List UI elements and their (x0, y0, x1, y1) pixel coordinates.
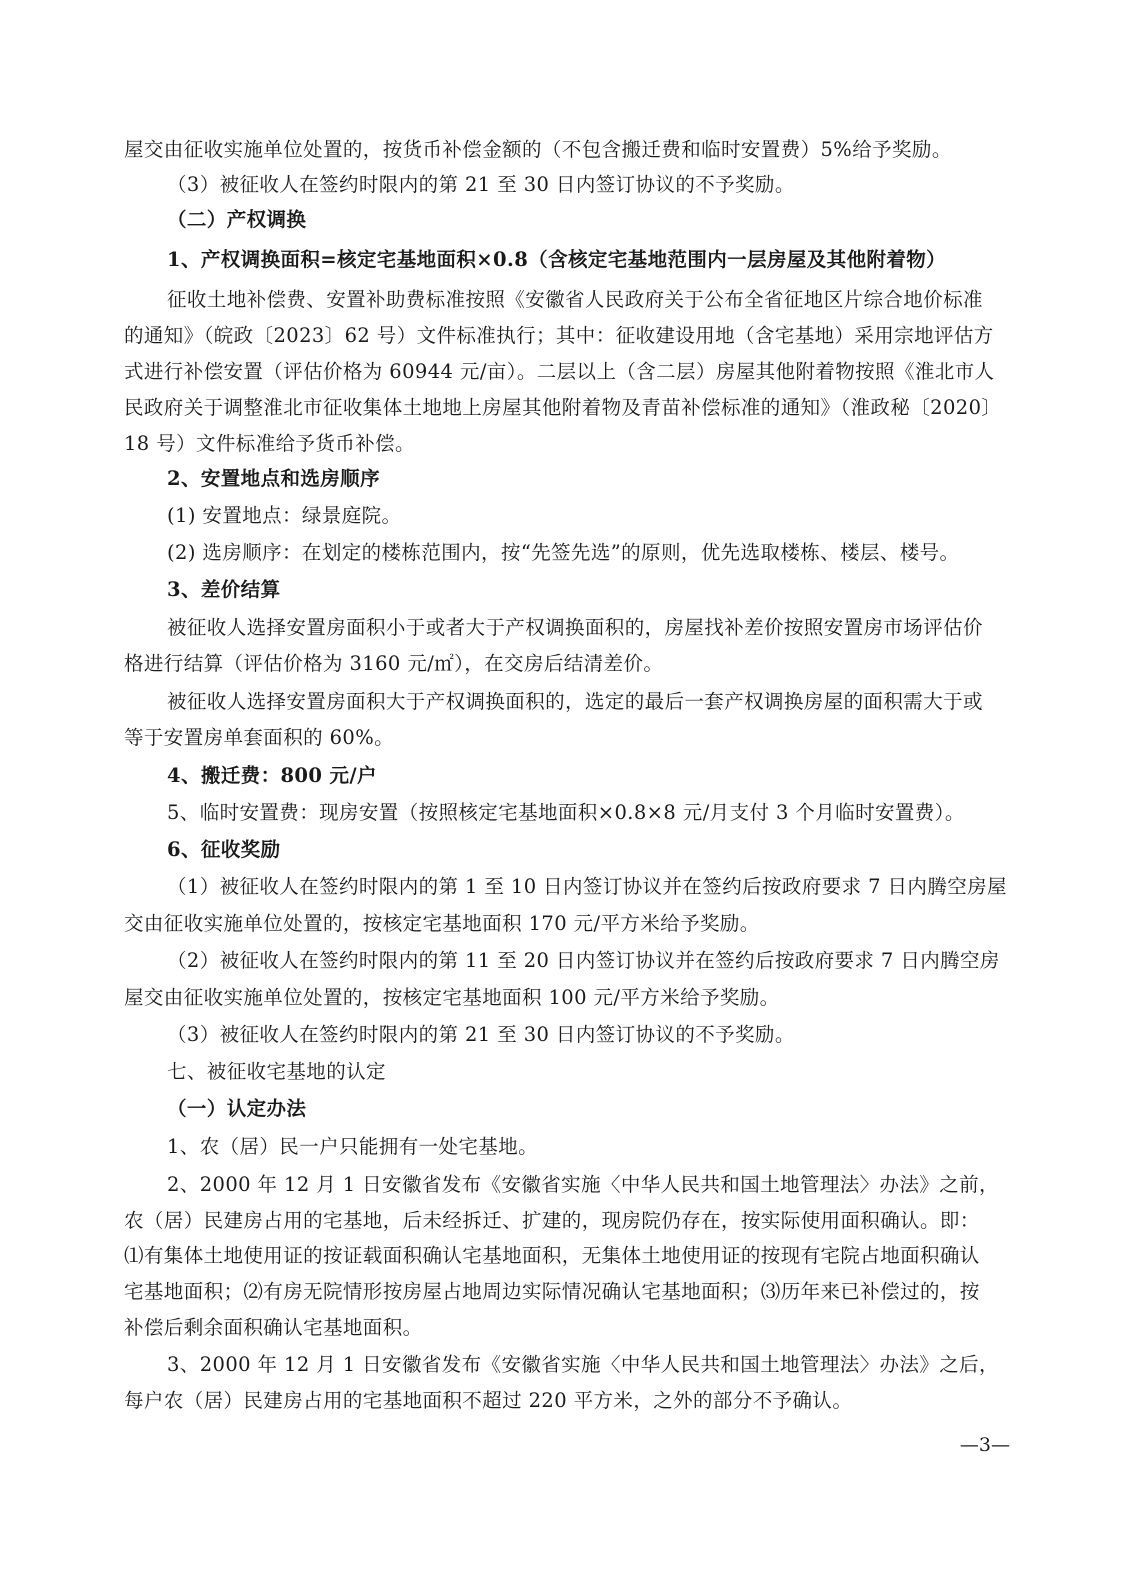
subsection-heading: 3、差价结算 (167, 578, 281, 601)
paragraph-line: 屋交由征收实施单位处置的，按货币补偿金额的（不包含搬迁费和临时安置费）5%给予奖励。 (124, 138, 952, 161)
paragraph-line: 屋交由征收实施单位处置的，按核定宅基地面积 100 元/平方米给予奖励。 (124, 986, 780, 1009)
subsection-heading: 1、产权调换面积=核定宅基地面积×0.8（含核定宅基地范围内一层房屋及其他附着物） (167, 248, 947, 271)
paragraph-line: 格进行结算（评估价格为 3160 元/㎡），在交房后结清差价。 (124, 652, 664, 675)
section-heading: （二）产权调换 (167, 208, 307, 231)
paragraph-line: 1、农（居）民一户只能拥有一处宅基地。 (167, 1135, 539, 1158)
paragraph-line: 民政府关于调整淮北市征收集体土地地上房屋其他附着物及青苗补偿标准的通知》（淮政秘〔2020〕 (124, 396, 1002, 419)
paragraph-line: 被征收人选择安置房面积大于产权调换面积的，选定的最后一套产权调换房屋的面积需大于或 (167, 690, 983, 713)
section-heading: 七、被征收宅基地的认定 (167, 1060, 386, 1083)
paragraph-line: （2）被征收人在签约时限内的第 11 至 20 日内签订协议并在签约后按政府要求 7 日内腾空房 (167, 949, 1000, 972)
paragraph-line: 补偿后剩余面积确认宅基地面积。 (124, 1316, 423, 1339)
paragraph-line: 征收土地补偿费、安置补助费标准按照《安徽省人民政府关于公布全省征地区片综合地价标准 (167, 288, 983, 311)
paragraph-line: 宅基地面积；⑵有房无院情形按房屋占地周边实际情况确认宅基地面积；⑶历年来已补偿过的，按 (124, 1280, 980, 1303)
paragraph-line: 被征收人选择安置房面积小于或者大于产权调换面积的，房屋找补差价按照安置房市场评估价 (167, 616, 983, 639)
paragraph-line: 交由征收实施单位处置的，按核定宅基地面积 170 元/平方米给予奖励。 (124, 912, 760, 935)
paragraph-line: 农（居）民建房占用的宅基地，后未经拆迁、扩建的，现房院仍存在，按实际使用面积确认。即： (124, 1209, 980, 1232)
paragraph-line: 式进行补偿安置（评估价格为 60944 元/亩）。二层以上（含二层）房屋其他附着物按照《淮北市人 (124, 360, 995, 383)
paragraph-line: (1) 安置地点：绿景庭院。 (167, 504, 402, 527)
paragraph-line: 2、2000 年 12 月 1 日安徽省发布《安徽省实施〈中华人民共和国土地管理法〉办法》之前， (167, 1173, 999, 1196)
paragraph-line: （1）被征收人在签约时限内的第 1 至 10 日内签订协议并在签约后按政府要求 7 日内腾空房屋 (167, 875, 1007, 898)
section-heading: （一）认定办法 (167, 1097, 307, 1120)
paragraph-line: 18 号）文件标准给予货币补偿。 (124, 432, 415, 455)
paragraph-line: （3）被征收人在签约时限内的第 21 至 30 日内签订协议的不予奖励。 (167, 173, 795, 196)
subsection-heading: 2、安置地点和选房顺序 (167, 467, 380, 490)
page-number: —3— (959, 1434, 1010, 1456)
paragraph-line: 5、临时安置费：现房安置（按照核定宅基地面积×0.8×8 元/月支付 3 个月临时安置费）。 (167, 801, 965, 824)
paragraph-line: 的通知》（皖政〔2023〕62 号）文件标准执行；其中：征收建设用地（含宅基地）采用宗地评估方 (124, 324, 994, 347)
paragraph-line: 3、2000 年 12 月 1 日安徽省发布《安徽省实施〈中华人民共和国土地管理法〉办法》之后， (167, 1353, 999, 1376)
subsection-heading: 6、征收奖励 (167, 838, 281, 861)
paragraph-line: ⑴有集体土地使用证的按证载面积确认宅基地面积，无集体土地使用证的按现有宅院占地面积确认 (124, 1244, 980, 1267)
paragraph-line: 每户农（居）民建房占用的宅基地面积不超过 220 平方米，之外的部分不予确认。 (124, 1389, 853, 1412)
paragraph-line: 等于安置房单套面积的 60%。 (124, 726, 395, 749)
paragraph-line: （3）被征收人在签约时限内的第 21 至 30 日内签订协议的不予奖励。 (167, 1023, 795, 1046)
subsection-heading: 4、搬迁费：800 元/户 (167, 764, 377, 787)
paragraph-line: (2) 选房顺序：在划定的楼栋范围内，按“先签先选”的原则，优先选取楼栋、楼层、楼号。 (167, 541, 960, 564)
